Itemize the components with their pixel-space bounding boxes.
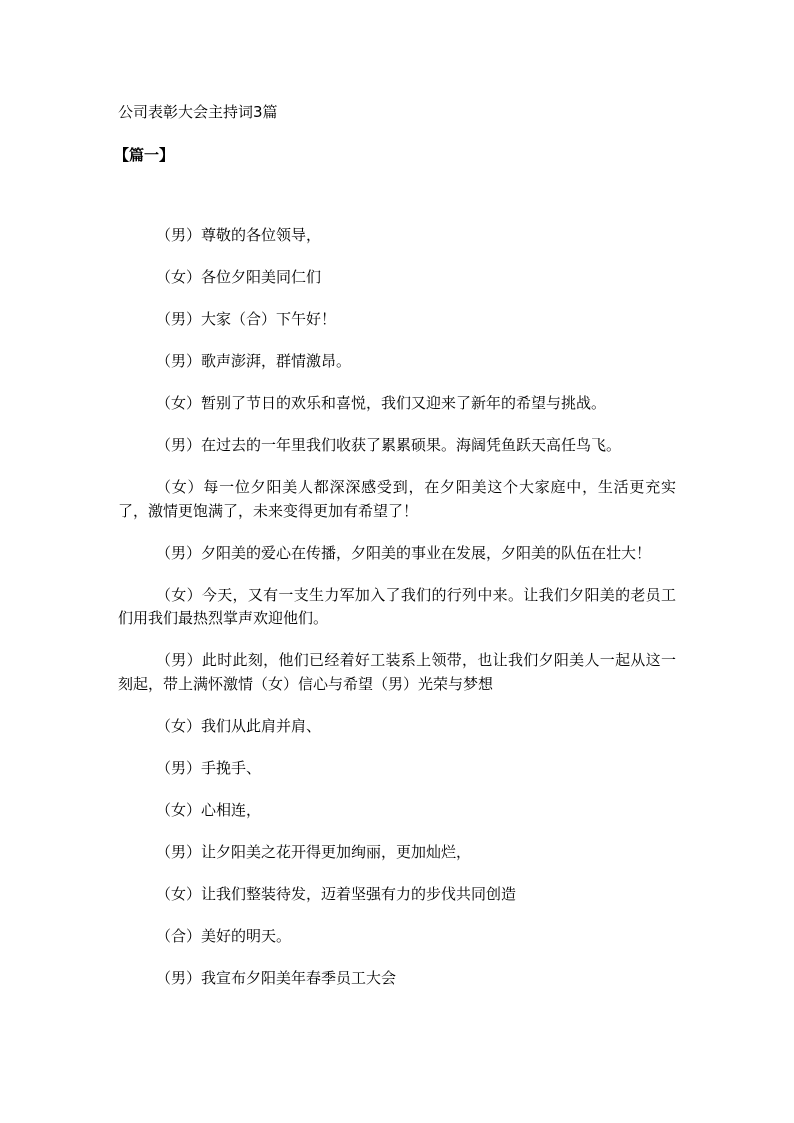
document-title: 公司表彰大会主持词3篇 <box>118 103 278 121</box>
paragraph: （女）心相连， <box>156 800 262 819</box>
paragraph: （女）暂别了节日的欢乐和喜悦，我们又迎来了新年的希望与挑战。 <box>156 394 607 412</box>
section-heading: 【篇一】 <box>114 146 175 164</box>
paragraph: （男）此时此刻，他们已经着好工装系上领带，也让我们夕阳美人一起从这一刻起，带上满怀激情（女）信心与希望（男）光荣与梦想 <box>118 651 676 693</box>
paragraph: （男）让夕阳美之花开得更加绚丽，更加灿烂， <box>156 842 472 861</box>
paragraph: （女）我们从此肩并肩、 <box>156 716 322 735</box>
paragraph: （男）手挽手、 <box>156 758 262 777</box>
paragraph: （女）让我们整装待发，迈着坚强有力的步伐共同创造 <box>156 884 517 903</box>
paragraph: （男）夕阳美的爱心在传播，夕阳美的事业在发展，夕阳美的队伍在壮大！ <box>156 543 652 562</box>
paragraph: （男）歌声澎湃，群情激昂。 <box>156 352 352 370</box>
paragraph: （女）各位夕阳美同仁们 <box>156 268 322 286</box>
paragraph: （女）每一位夕阳美人都深深感受到，在夕阳美这个大家庭中，生活更充实了，激情更饱满了，未来变得更加有希望了！ <box>118 478 676 520</box>
paragraph: （男）大家（合）下午好！ <box>156 310 337 328</box>
paragraph: （合）美好的明天。 <box>156 926 292 945</box>
paragraph: （男）在过去的一年里我们收获了累累硕果。海阔凭鱼跃天高任鸟飞。 <box>156 436 622 454</box>
paragraph: （女）今天，又有一支生力军加入了我们的行列中来。让我们夕阳美的老员工们用我们最热烈掌声欢迎他们。 <box>118 585 676 627</box>
document-body <box>118 224 676 1009</box>
paragraph: （男）尊敬的各位领导， <box>156 226 322 244</box>
paragraph: （男）我宣布夕阳美年春季员工大会 <box>156 968 397 987</box>
